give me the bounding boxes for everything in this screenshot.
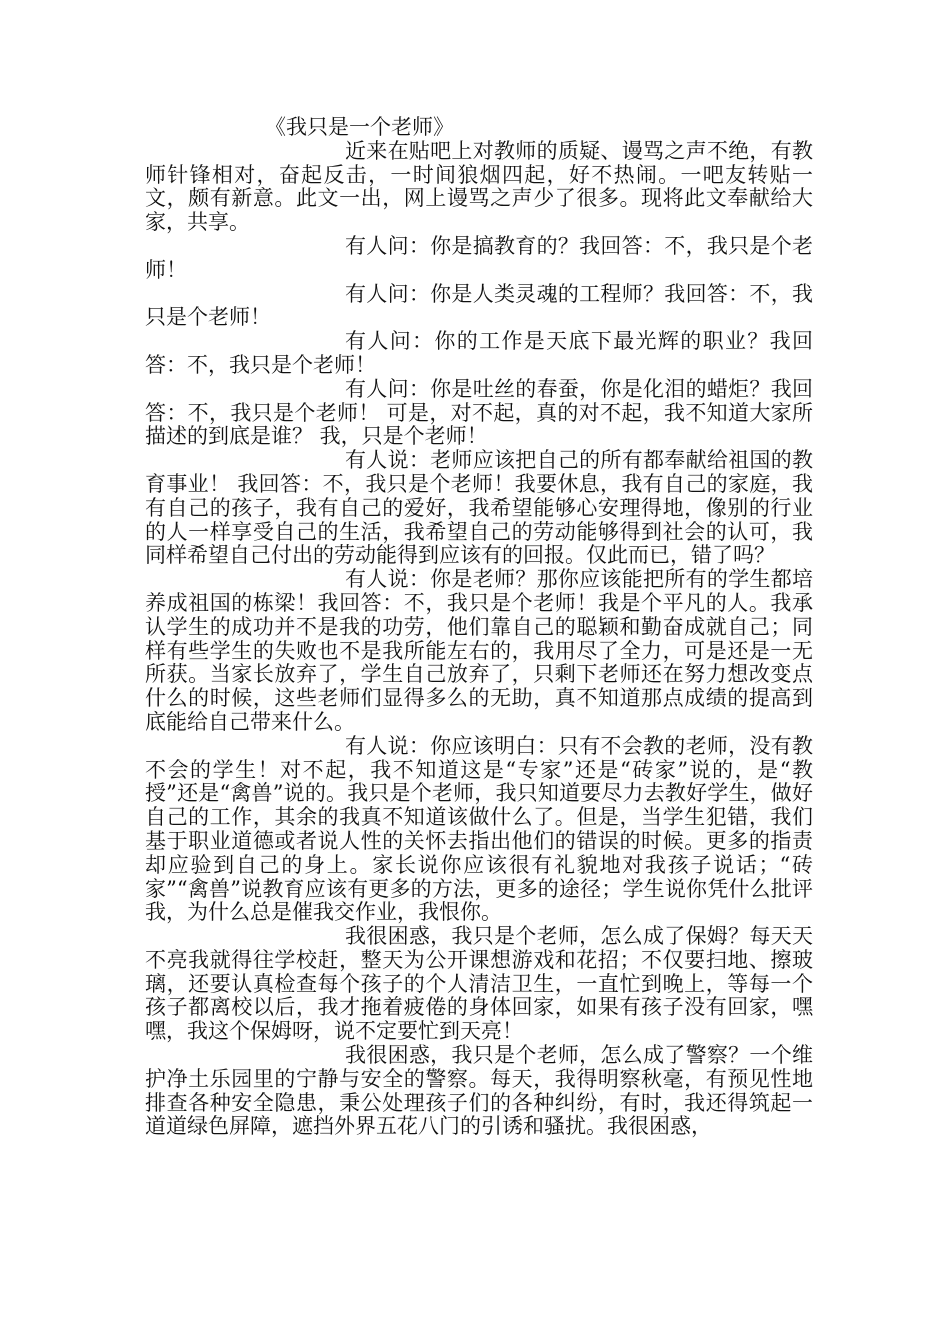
paragraph-question-engineer: 有人问：你是人类灵魂的工程师？我回答：不，我只是个老师！ [145, 281, 813, 330]
document-body [145, 116, 813, 1139]
paragraph-devotion: 有人说：老师应该把自己的所有都奉献给祖国的教育事业！ 我回答：不，我只是个老师！我要休息，我有自己的家庭，我有自己的孩子，我有自己的爱好，我希望能够心安理得地，像别的行业的人一样享受自己的生活，我希望自己的劳动能够得到社会的认可，我同样希望自己付出的劳动能得到应该有的回报。仅此而已，错了吗？ [145, 448, 813, 568]
paragraph-no-bad-students: 有人说：你应该明白：只有不会教的老师，没有教不会的学生！对不起，我不知道这是“专家”还是“砖家”说的，是“教授”还是“禽兽”说的。我只是个老师，我只知道要尽力去教好学生，做好自己的工作，其余的我真不知道该做什么了。但是，当学生犯错，我们基于职业道德或者说人性的关怀去指出他们的错误的时候。更多的指责却应验到自己的身上。家长说你应该很有礼貌地对我孩子说话；“砖家”“禽兽”说教育应该有更多的方法，更多的途径；学生说你凭什么批评我，为什么总是催我交作业，我恨你。 [145, 733, 813, 925]
paragraph-police: 我很困惑，我只是个老师，怎么成了警察？一个维护净土乐园里的宁静与安全的警察。每天，我得明察秋毫，有预见性地排查各种安全隐患，秉公处理孩子们的各种纠纷，有时，我还得筑起一道道绿色屏障，遮挡外界五花八门的引诱和骚扰。我很困惑， [145, 1043, 813, 1139]
document-title: 《我只是一个老师》 [265, 115, 454, 139]
paragraph-intro: 近来在贴吧上对教师的质疑、谩骂之声不绝，有教师针锋相对，奋起反击，一时间狼烟四起，好不热闹。一吧友转贴一文，颇有新意。此文一出，网上谩骂之声少了很多。现将此文奉献给大家，共享。 [145, 138, 813, 235]
paragraph-pillars: 有人说：你是老师？那你应该能把所有的学生都培养成祖国的栋梁！我回答：不，我只是个老师！我是个平凡的人。我承认学生的成功并不是我的功劳，他们靠自己的聪颖和勤奋成就自己；同样有些学生的失败也不是我所能左右的，我用尽了全力，可是还是一无所获。当家长放弃了，学生自己放弃了，只剩下老师还在努力想改变点什么的时候，这些老师们显得多么的无助，真不知道那点成绩的提高到底能给自己带来什么。 [145, 567, 813, 734]
paragraph-question-silkworm: 有人问：你是吐丝的春蚕，你是化泪的蜡炬？我回答：不，我只是个老师！ 可是，对不起，真的对不起，我不知道大家所描述的到底是谁？ 我，只是个老师！ [145, 376, 813, 449]
paragraph-question-glorious: 有人问：你的工作是天底下最光辉的职业？我回答：不，我只是个老师！ [145, 329, 813, 377]
paragraph-nanny: 我很困惑，我只是个老师，怎么成了保姆？每天天不亮我就得往学校赶，整天为公开课想游戏和花招；不仅要扫地、擦玻璃，还要认真检查每个孩子的个人清洁卫生，一直忙到晚上，等每一个孩子都离校以后，我才拖着疲倦的身体回家，如果有孩子没有回家，嘿嘿，我这个保姆呀，说不定要忙到天亮！ [145, 924, 813, 1044]
paragraph-question-education: 有人问：你是搞教育的？我回答：不，我只是个老师！ [145, 233, 813, 282]
